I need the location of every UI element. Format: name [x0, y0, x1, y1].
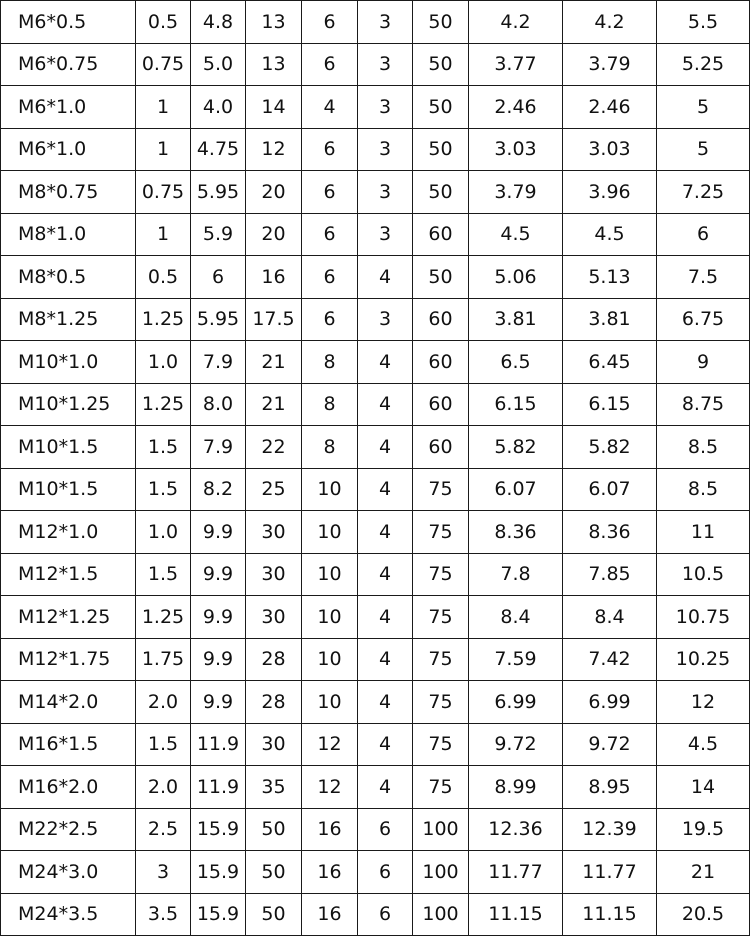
cell-pitch: 1.75: [136, 638, 191, 681]
cell-col-8: 4.2: [469, 1, 563, 44]
cell-col-5: 6: [302, 256, 358, 299]
table-row: [1, 766, 750, 809]
cell-col-10: 19.5: [657, 808, 750, 851]
cell-col-8: 8.4: [469, 596, 563, 639]
cell-col-5: 10: [302, 468, 358, 511]
cell-col-5: 6: [302, 128, 358, 171]
cell-col-5: 12: [302, 723, 358, 766]
cell-col-10: 8.5: [657, 426, 750, 469]
cell-col-10: 6.75: [657, 298, 750, 341]
cell-col-4: 25: [246, 468, 302, 511]
cell-col-10: 10.25: [657, 638, 750, 681]
cell-col-10: 9: [657, 341, 750, 384]
cell-col-8: 6.5: [469, 341, 563, 384]
cell-col-8: 12.36: [469, 808, 563, 851]
cell-col-7: 75: [413, 638, 469, 681]
cell-col-9: 4.2: [563, 1, 657, 44]
cell-col-4: 50: [246, 851, 302, 894]
cell-pitch: 2.5: [136, 808, 191, 851]
cell-col-8: 4.5: [469, 213, 563, 256]
table-row: [1, 43, 750, 86]
cell-col-5: 16: [302, 808, 358, 851]
table-row: [1, 553, 750, 596]
cell-col-9: 12.39: [563, 808, 657, 851]
cell-col-3: 9.9: [191, 553, 246, 596]
cell-col-6: 4: [358, 426, 413, 469]
cell-col-6: 4: [358, 383, 413, 426]
cell-col-7: 50: [413, 171, 469, 214]
cell-col-7: 60: [413, 383, 469, 426]
cell-col-7: 50: [413, 128, 469, 171]
cell-spec: M12*1.5: [1, 553, 136, 596]
cell-col-7: 75: [413, 766, 469, 809]
cell-spec: M16*1.5: [1, 723, 136, 766]
cell-pitch: 1.5: [136, 426, 191, 469]
cell-col-6: 3: [358, 86, 413, 129]
cell-col-7: 75: [413, 511, 469, 554]
cell-col-7: 75: [413, 468, 469, 511]
cell-pitch: 0.75: [136, 171, 191, 214]
cell-col-7: 60: [413, 298, 469, 341]
cell-col-9: 6.45: [563, 341, 657, 384]
cell-col-3: 5.95: [191, 298, 246, 341]
cell-col-3: 9.9: [191, 596, 246, 639]
cell-col-7: 100: [413, 851, 469, 894]
cell-col-4: 14: [246, 86, 302, 129]
table-row: [1, 171, 750, 214]
cell-col-4: 50: [246, 893, 302, 936]
table-row: [1, 213, 750, 256]
cell-col-4: 30: [246, 723, 302, 766]
cell-col-6: 6: [358, 893, 413, 936]
cell-col-3: 5.9: [191, 213, 246, 256]
table-row: [1, 256, 750, 299]
cell-pitch: 0.5: [136, 256, 191, 299]
cell-col-10: 5: [657, 128, 750, 171]
cell-spec: M10*1.25: [1, 383, 136, 426]
cell-col-6: 6: [358, 851, 413, 894]
cell-col-3: 4.75: [191, 128, 246, 171]
cell-spec: M24*3.5: [1, 893, 136, 936]
cell-col-4: 16: [246, 256, 302, 299]
cell-col-7: 75: [413, 596, 469, 639]
cell-col-9: 8.4: [563, 596, 657, 639]
cell-col-9: 3.03: [563, 128, 657, 171]
table-row: [1, 808, 750, 851]
cell-col-9: 3.81: [563, 298, 657, 341]
cell-col-8: 3.77: [469, 43, 563, 86]
cell-col-10: 5.5: [657, 1, 750, 44]
cell-spec: M10*1.5: [1, 468, 136, 511]
cell-col-3: 5.95: [191, 171, 246, 214]
cell-col-6: 3: [358, 298, 413, 341]
cell-col-5: 6: [302, 171, 358, 214]
cell-col-6: 3: [358, 213, 413, 256]
cell-spec: M14*2.0: [1, 681, 136, 724]
table-row: [1, 638, 750, 681]
cell-col-4: 17.5: [246, 298, 302, 341]
cell-col-10: 4.5: [657, 723, 750, 766]
cell-col-10: 21: [657, 851, 750, 894]
cell-col-7: 100: [413, 808, 469, 851]
cell-col-10: 7.25: [657, 171, 750, 214]
cell-col-8: 7.8: [469, 553, 563, 596]
cell-col-7: 50: [413, 256, 469, 299]
cell-spec: M12*1.25: [1, 596, 136, 639]
cell-col-7: 60: [413, 213, 469, 256]
cell-col-8: 6.99: [469, 681, 563, 724]
cell-col-10: 6: [657, 213, 750, 256]
cell-col-10: 10.75: [657, 596, 750, 639]
cell-col-6: 4: [358, 638, 413, 681]
cell-col-9: 4.5: [563, 213, 657, 256]
cell-col-4: 28: [246, 638, 302, 681]
cell-col-8: 2.46: [469, 86, 563, 129]
cell-pitch: 3: [136, 851, 191, 894]
cell-spec: M12*1.75: [1, 638, 136, 681]
cell-col-5: 10: [302, 681, 358, 724]
cell-pitch: 2.0: [136, 681, 191, 724]
cell-col-3: 15.9: [191, 808, 246, 851]
cell-col-10: 7.5: [657, 256, 750, 299]
cell-col-7: 60: [413, 341, 469, 384]
cell-col-9: 2.46: [563, 86, 657, 129]
cell-spec: M6*1.0: [1, 86, 136, 129]
cell-col-9: 3.96: [563, 171, 657, 214]
cell-col-5: 6: [302, 213, 358, 256]
cell-pitch: 1.5: [136, 723, 191, 766]
cell-pitch: 0.5: [136, 1, 191, 44]
cell-col-8: 3.79: [469, 171, 563, 214]
cell-col-3: 7.9: [191, 426, 246, 469]
cell-col-9: 11.77: [563, 851, 657, 894]
cell-col-5: 8: [302, 383, 358, 426]
cell-col-6: 4: [358, 596, 413, 639]
cell-col-3: 7.9: [191, 341, 246, 384]
cell-spec: M24*3.0: [1, 851, 136, 894]
cell-col-9: 11.15: [563, 893, 657, 936]
cell-pitch: 0.75: [136, 43, 191, 86]
cell-pitch: 1.25: [136, 596, 191, 639]
cell-col-10: 5: [657, 86, 750, 129]
cell-col-4: 21: [246, 383, 302, 426]
cell-col-9: 6.99: [563, 681, 657, 724]
table-body: [1, 1, 750, 936]
cell-col-5: 10: [302, 596, 358, 639]
cell-col-3: 11.9: [191, 766, 246, 809]
cell-col-5: 8: [302, 341, 358, 384]
table-row: [1, 383, 750, 426]
cell-col-4: 30: [246, 596, 302, 639]
cell-spec: M8*1.25: [1, 298, 136, 341]
cell-col-8: 6.15: [469, 383, 563, 426]
table-row: [1, 1, 750, 44]
cell-col-5: 4: [302, 86, 358, 129]
cell-col-4: 30: [246, 511, 302, 554]
cell-pitch: 1.5: [136, 468, 191, 511]
cell-col-5: 10: [302, 553, 358, 596]
cell-spec: M8*1.0: [1, 213, 136, 256]
cell-col-10: 8.5: [657, 468, 750, 511]
cell-col-10: 11: [657, 511, 750, 554]
cell-col-8: 11.77: [469, 851, 563, 894]
cell-spec: M10*1.0: [1, 341, 136, 384]
table-row: [1, 511, 750, 554]
cell-col-4: 50: [246, 808, 302, 851]
table-row: [1, 86, 750, 129]
cell-col-3: 11.9: [191, 723, 246, 766]
cell-col-10: 10.5: [657, 553, 750, 596]
cell-col-3: 9.9: [191, 638, 246, 681]
cell-col-6: 3: [358, 128, 413, 171]
cell-pitch: 1.0: [136, 511, 191, 554]
cell-spec: M16*2.0: [1, 766, 136, 809]
cell-col-8: 8.36: [469, 511, 563, 554]
cell-col-9: 7.42: [563, 638, 657, 681]
cell-col-5: 6: [302, 43, 358, 86]
cell-col-3: 4.0: [191, 86, 246, 129]
cell-col-7: 75: [413, 723, 469, 766]
cell-col-4: 21: [246, 341, 302, 384]
cell-col-6: 3: [358, 171, 413, 214]
cell-pitch: 1: [136, 128, 191, 171]
cell-col-8: 3.81: [469, 298, 563, 341]
cell-col-10: 5.25: [657, 43, 750, 86]
cell-col-4: 35: [246, 766, 302, 809]
cell-col-3: 15.9: [191, 893, 246, 936]
cell-col-9: 5.13: [563, 256, 657, 299]
cell-col-8: 9.72: [469, 723, 563, 766]
cell-col-9: 8.36: [563, 511, 657, 554]
table-row: [1, 893, 750, 936]
cell-col-3: 8.0: [191, 383, 246, 426]
cell-col-3: 4.8: [191, 1, 246, 44]
cell-col-9: 9.72: [563, 723, 657, 766]
cell-col-3: 9.9: [191, 681, 246, 724]
cell-col-9: 5.82: [563, 426, 657, 469]
cell-spec: M22*2.5: [1, 808, 136, 851]
cell-col-8: 5.06: [469, 256, 563, 299]
cell-col-8: 8.99: [469, 766, 563, 809]
cell-col-10: 14: [657, 766, 750, 809]
table-row: [1, 426, 750, 469]
cell-spec: M8*0.75: [1, 171, 136, 214]
cell-col-4: 28: [246, 681, 302, 724]
cell-col-4: 30: [246, 553, 302, 596]
table-row: [1, 596, 750, 639]
cell-col-4: 12: [246, 128, 302, 171]
cell-col-3: 5.0: [191, 43, 246, 86]
cell-col-7: 100: [413, 893, 469, 936]
cell-col-5: 12: [302, 766, 358, 809]
cell-col-6: 4: [358, 511, 413, 554]
cell-col-7: 75: [413, 681, 469, 724]
cell-col-3: 9.9: [191, 511, 246, 554]
cell-col-3: 6: [191, 256, 246, 299]
cell-spec: M10*1.5: [1, 426, 136, 469]
cell-col-4: 20: [246, 171, 302, 214]
cell-spec: M6*0.75: [1, 43, 136, 86]
cell-col-6: 4: [358, 553, 413, 596]
cell-col-8: 6.07: [469, 468, 563, 511]
cell-pitch: 1.5: [136, 553, 191, 596]
table-row: [1, 681, 750, 724]
table-row: [1, 468, 750, 511]
cell-col-3: 8.2: [191, 468, 246, 511]
cell-pitch: 1.0: [136, 341, 191, 384]
cell-col-7: 50: [413, 1, 469, 44]
cell-spec: M6*1.0: [1, 128, 136, 171]
cell-spec: M6*0.5: [1, 1, 136, 44]
cell-col-8: 7.59: [469, 638, 563, 681]
cell-pitch: 1.25: [136, 298, 191, 341]
cell-col-8: 3.03: [469, 128, 563, 171]
cell-col-4: 13: [246, 43, 302, 86]
cell-pitch: 1.25: [136, 383, 191, 426]
cell-col-10: 8.75: [657, 383, 750, 426]
cell-col-3: 15.9: [191, 851, 246, 894]
cell-col-9: 3.79: [563, 43, 657, 86]
cell-col-7: 60: [413, 426, 469, 469]
cell-col-7: 50: [413, 86, 469, 129]
cell-col-4: 22: [246, 426, 302, 469]
cell-col-4: 20: [246, 213, 302, 256]
cell-col-10: 20.5: [657, 893, 750, 936]
table-row: [1, 723, 750, 766]
cell-col-5: 10: [302, 511, 358, 554]
cell-col-6: 4: [358, 256, 413, 299]
table-row: [1, 298, 750, 341]
cell-col-8: 5.82: [469, 426, 563, 469]
cell-col-7: 50: [413, 43, 469, 86]
table-row: [1, 851, 750, 894]
cell-col-6: 4: [358, 468, 413, 511]
cell-col-6: 3: [358, 43, 413, 86]
cell-col-9: 6.15: [563, 383, 657, 426]
cell-col-9: 7.85: [563, 553, 657, 596]
cell-spec: M8*0.5: [1, 256, 136, 299]
cell-col-5: 10: [302, 638, 358, 681]
table-row: [1, 128, 750, 171]
cell-col-6: 4: [358, 766, 413, 809]
cell-col-7: 75: [413, 553, 469, 596]
cell-col-5: 16: [302, 893, 358, 936]
cell-col-5: 6: [302, 298, 358, 341]
cell-col-10: 12: [657, 681, 750, 724]
cell-col-8: 11.15: [469, 893, 563, 936]
cell-pitch: 1: [136, 86, 191, 129]
cell-col-6: 6: [358, 808, 413, 851]
cell-col-5: 8: [302, 426, 358, 469]
cell-col-6: 4: [358, 681, 413, 724]
cell-col-4: 13: [246, 1, 302, 44]
cell-pitch: 3.5: [136, 893, 191, 936]
cell-col-9: 6.07: [563, 468, 657, 511]
cell-pitch: 2.0: [136, 766, 191, 809]
cell-col-9: 8.95: [563, 766, 657, 809]
table-row: [1, 341, 750, 384]
cell-col-6: 4: [358, 723, 413, 766]
cell-spec: M12*1.0: [1, 511, 136, 554]
cell-col-5: 16: [302, 851, 358, 894]
cell-col-6: 3: [358, 1, 413, 44]
cell-col-5: 6: [302, 1, 358, 44]
cell-pitch: 1: [136, 213, 191, 256]
cell-col-6: 4: [358, 341, 413, 384]
